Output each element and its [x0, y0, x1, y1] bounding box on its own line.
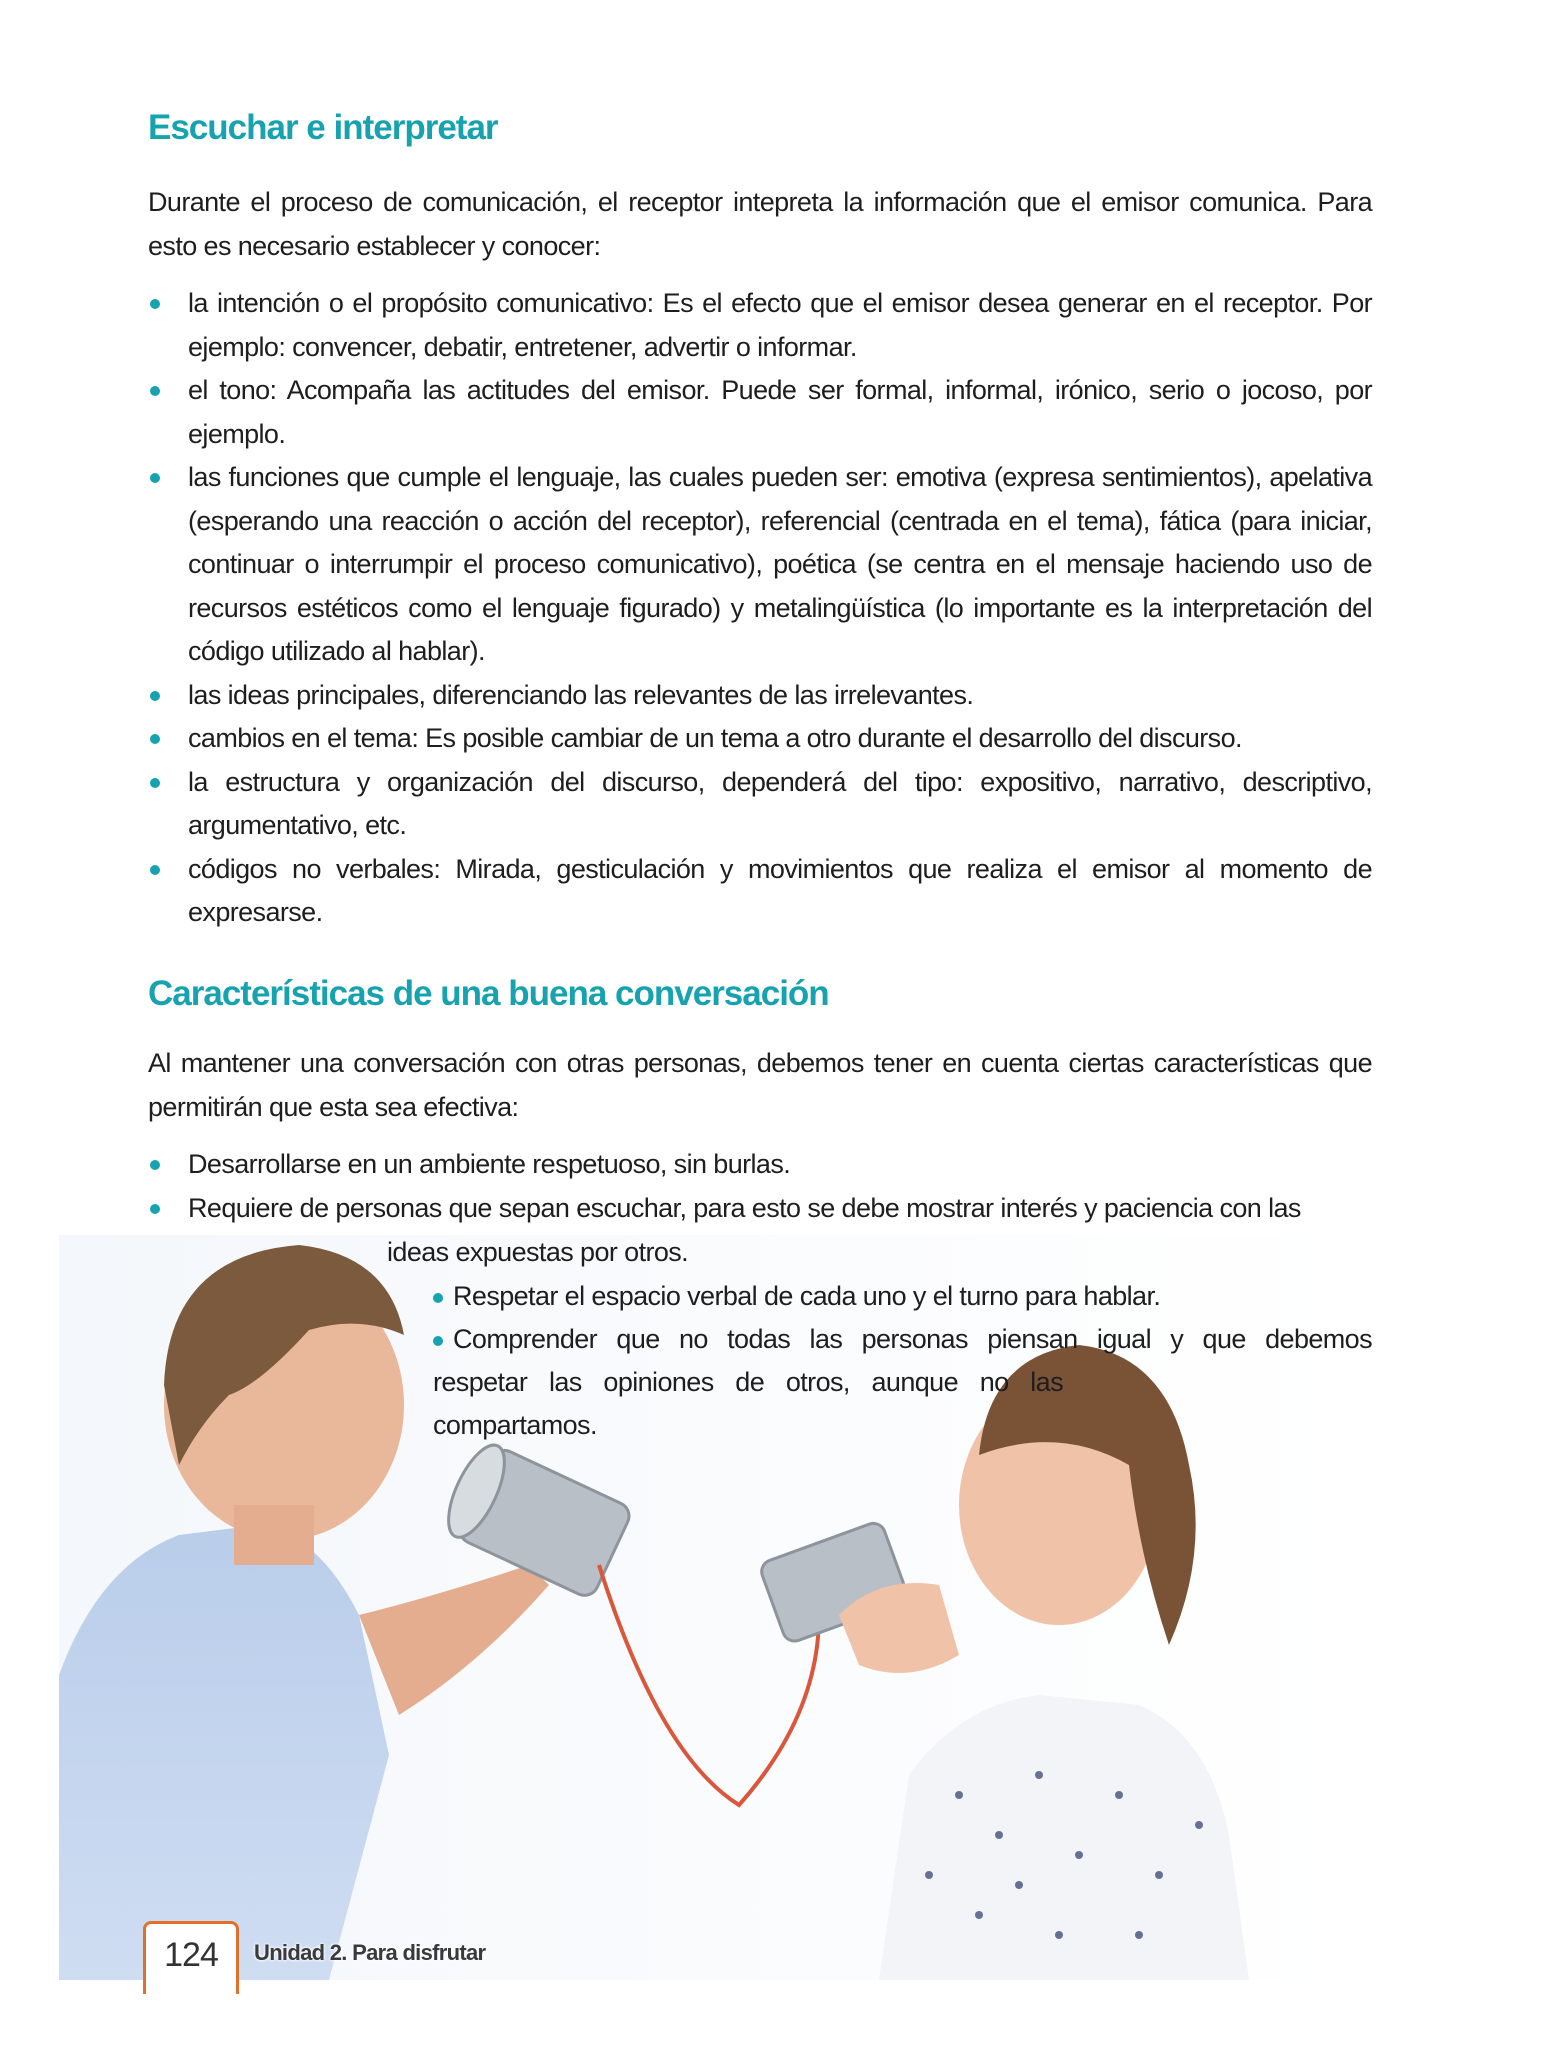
- section-title-caracteristicas: Características de una buena conversación: [148, 974, 829, 1013]
- section1-intro: Durante el proceso de comunicación, el receptor intepreta la información que el emisor comunica. Para esto es necesario establecer y conocer:: [148, 187, 1372, 261]
- list-item: la intención o el propósito comunicativo: Es el efecto que el emisor desea generar en el receptor. Por ejemplo: convencer, debatir, entretener, advertir o informar.: [148, 282, 1372, 369]
- section1-body: [148, 181, 1372, 935]
- bullet-icon: [433, 1293, 443, 1303]
- list-item-text: Comprender que no todas las personas piensan igual y que debemos: [453, 1324, 1372, 1354]
- section2-bullet-list: [148, 1143, 1372, 1230]
- list-item: Desarrollarse en un ambiente respetuoso, sin burlas.: [148, 1143, 1372, 1187]
- list-item: [433, 1275, 1160, 1318]
- list-item: cambios en el tema: Es posible cambiar de un tema a otro durante el desarrollo del discurso.: [148, 717, 1372, 761]
- section2-body: [148, 1042, 1372, 1230]
- section1-bullet-list: [148, 282, 1372, 935]
- list-item: el tono: Acompaña las actitudes del emisor. Puede ser formal, informal, irónico, serio o jocoso, por ejemplo.: [148, 369, 1372, 456]
- list-item-continuation: compartamos.: [433, 1410, 597, 1440]
- list-item: las funciones que cumple el lenguaje, las cuales pueden ser: emotiva (expresa sentimientos), apelativa (esperando una reacción o acción del receptor), referencial (centrada en el tema), fática (para iniciar, continuar o interrumpir el proceso comunicativo), poética (se centra en el mensaje haciendo uso de recursos estéticos como el lenguaje figurado) y metalingüística (lo importante es la interpretación del código utilizado al hablar).: [148, 456, 1372, 674]
- list-item: [433, 1318, 1372, 1361]
- list-item-text: Respetar el espacio verbal de cada uno y el turno para hablar.: [453, 1281, 1161, 1311]
- page-number: 124: [143, 1921, 239, 1994]
- list-item: las ideas principales, diferenciando las relevantes de las irrelevantes.: [148, 674, 1372, 718]
- list-item: Requiere de personas que sepan escuchar, para esto se debe mostrar interés y paciencia con las: [148, 1187, 1372, 1231]
- section-title-escuchar: Escuchar e interpretar: [148, 108, 498, 147]
- unit-label: Unidad 2. Para disfrutar: [254, 1940, 486, 1965]
- bullet-icon: [433, 1336, 443, 1346]
- list-item-continuation: ideas expuestas por otros.: [387, 1237, 689, 1267]
- list-item-continuation: respetar las opiniones de otros, aunque no las: [433, 1367, 1063, 1397]
- section2-intro: Al mantener una conversación con otras personas, debemos tener en cuenta ciertas características que permitirán que esta sea efectiva:: [148, 1048, 1372, 1122]
- boy-shirt: [59, 1525, 389, 1980]
- list-item: la estructura y organización del discurso, dependerá del tipo: expositivo, narrativo, descriptivo, argumentativo, etc.: [148, 761, 1372, 848]
- list-item: códigos no verbales: Mirada, gesticulación y movimientos que realiza el emisor al momento de expresarse.: [148, 848, 1372, 935]
